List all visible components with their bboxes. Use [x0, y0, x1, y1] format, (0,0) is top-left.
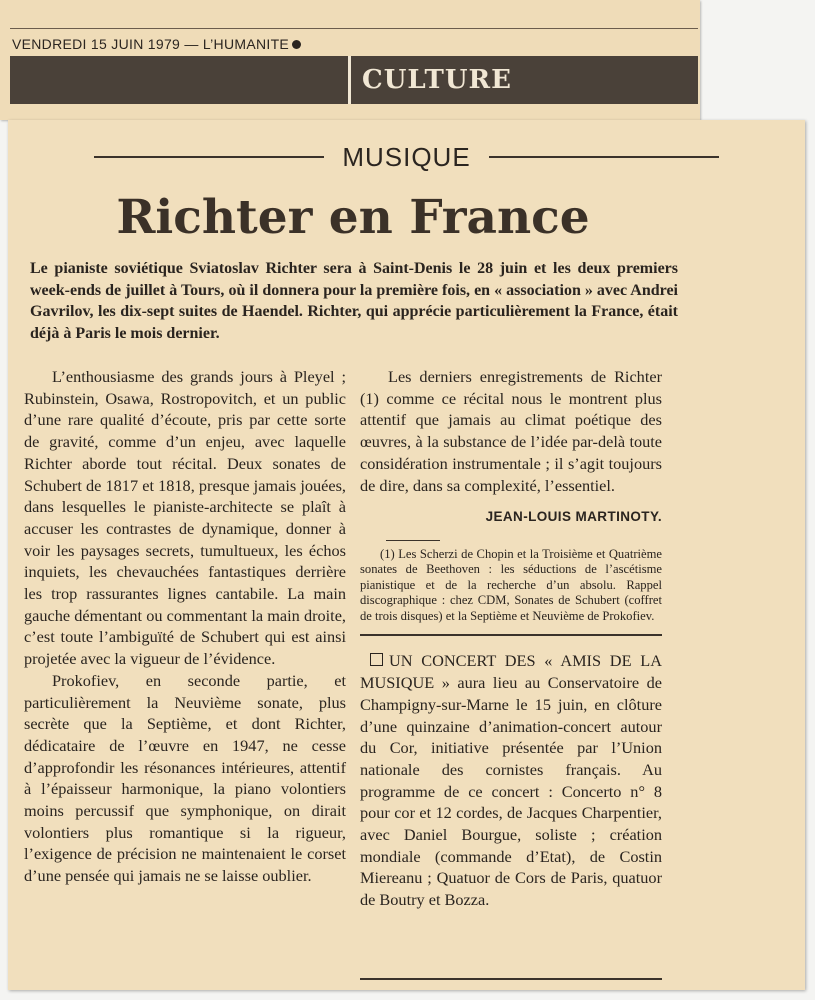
- author-signature: JEAN-LOUIS MARTINOTY.: [485, 509, 662, 525]
- rubric-rule-left: [94, 156, 324, 158]
- dateline: [12, 36, 301, 52]
- concert-brief: [360, 650, 662, 910]
- article-paragraph: L’enthousiasme des grands jours à Pleyel ; Rubinstein, Osawa, Rostropovitch, et un public d’une rare qualité d’écoute, pris par cette sorte de gravité, comme d’un enjeu, avec laquelle Richter aborde tout récital. Deux sonates de Schubert de 1817 et 1818, presque jamais jouées, dans lesquelles le pianiste-architecte se plaît à accuser les contrastes de dynamique, donner à voir les paysages secrets, tumultueux, les échos inquiets, les chevauchées fantastiques derrière les trop rassurantes lignes cantabile. La main gauche démentant ou commentant la main droite, c’est toute l’ambiguïté de Schubert qui est ainsi projetée avec la vigueur de l’évidence.: [24, 367, 346, 669]
- dateline-text: VENDREDI 15 JUIN 1979 — L’HUMANITE: [12, 36, 290, 52]
- bottom-rule: [360, 978, 662, 980]
- brief-separator: [360, 634, 662, 636]
- rubric-rule-right: [489, 156, 719, 158]
- brief-text: UN CONCERT DES « AMIS DE LA MUSIQUE » aura lieu au Conservatoire de Champigny-sur-Marne le 15 juin, en clôture d’une quinzaine d’animation-concert autour du Cor, initiative présentée par l’Union nationale des cornistes français. Au programme de ce concert : Concerto n° 8 pour cor et 12 cordes, de Jacques Charpentier, avec Daniel Bourgue, soliste ; création mondiale (commande d’Etat), de Costin Miereanu ; Quatuor de Cors de Paris, quatuor de Boutry et Bozza.: [360, 651, 662, 910]
- footnote-text: (1) Les Scherzi de Chopin et la Troisième et Quatrième sonates de Beethoven : les séductions de l’ascétisme pianistique et de la recherche d’un absolu. Rappel discographique : chez CDM, Sonates de Schubert (coffret de trois disques) et la Septième et Neuvième de Prokofiev.: [360, 546, 662, 623]
- article-page: [8, 120, 805, 990]
- rubric-label: MUSIQUE: [342, 141, 471, 172]
- article-paragraph: Prokofiev, en seconde partie, et particulièrement la Neuvième sonate, plus secrète que la Septième, et dont Richter, dédicataire de l’œuvre en 1947, ne cesse d’approfondir les résonances intérieures, attentif à l’épaisseur harmonique, la piano volontiers moins percussif que symphonique, on dirait volontiers plus romantique si la rigueur, l’exigence de précision ne maintenaient le corset d’une pensée qui jamais ne se laisse oublier.: [24, 670, 346, 886]
- article-lead: Le pianiste soviétique Sviatoslav Richter sera à Saint-Denis le 28 juin et les deux premiers week-ends de juillet à Tours, où il donnera pour la première fois, en « association » avec Andrei Gavrilov, les dix-sept suites de Haendel. Richter, qui apprécie particulièrement la France, était déjà à Paris le mois dernier.: [30, 260, 678, 342]
- section-banner: [10, 56, 698, 104]
- section-label: CULTURE: [362, 65, 512, 95]
- bullet-icon: [292, 40, 301, 49]
- banner-divider: [348, 56, 351, 104]
- article-column-left: [24, 366, 346, 887]
- article-column-right: [360, 366, 662, 911]
- article-paragraph: Les derniers enregistrements de Richter (1) comme ce récital nous le montrent plus attentif que jamais au climat poétique des œuvres, à la substance de l’idée par-delà toute considération instrumentale ; il s’agit toujours de dire, dans sa complexité, l’essentiel.: [360, 367, 662, 495]
- headline: Richter en France: [116, 190, 590, 245]
- header-top-rule: [10, 28, 698, 29]
- footnote: [360, 547, 662, 625]
- header-strip: [0, 0, 700, 120]
- rubric: [8, 142, 805, 172]
- footnote-rule: [386, 540, 440, 541]
- brief-paragraph: [360, 650, 662, 910]
- checkbox-square-icon: [370, 653, 383, 666]
